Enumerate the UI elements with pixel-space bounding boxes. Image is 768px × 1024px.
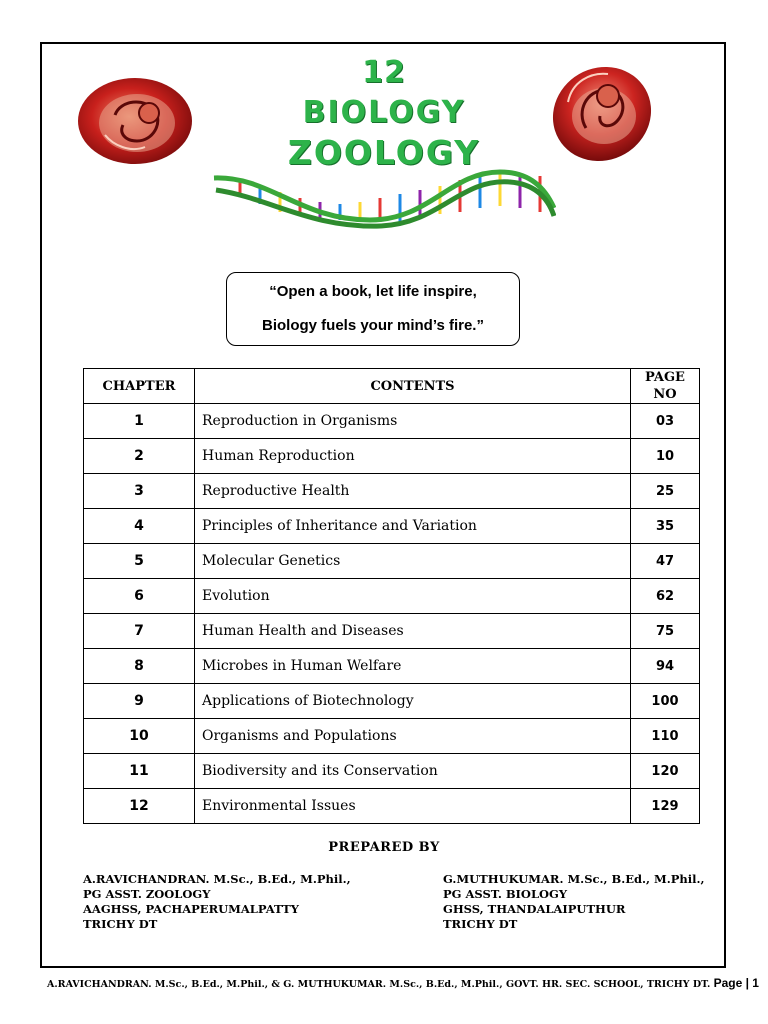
contents-table xyxy=(83,368,700,824)
page-number-cell: 03 xyxy=(631,404,700,439)
chapter-title: Organisms and Populations xyxy=(195,719,631,754)
chapter-number: 11 xyxy=(84,754,195,789)
chapter-number: 6 xyxy=(84,579,195,614)
table-row xyxy=(84,719,700,754)
table-row xyxy=(84,684,700,719)
table-row xyxy=(84,544,700,579)
author-school: AAGHSS, PACHAPERUMALPATTY xyxy=(83,902,299,916)
page-number-cell: 35 xyxy=(631,509,700,544)
dna-helix-image xyxy=(210,168,556,230)
page-footer xyxy=(47,976,759,990)
chapter-number: 5 xyxy=(84,544,195,579)
chapter-number: 1 xyxy=(84,404,195,439)
prepared-by-heading: PREPARED BY xyxy=(328,840,440,855)
author-post: PG ASST. ZOOLOGY xyxy=(83,887,211,901)
chapter-title: Biodiversity and its Conservation xyxy=(195,754,631,789)
page-number-cell: 129 xyxy=(631,789,700,824)
quote-line-1: “Open a book, let life inspire, xyxy=(269,283,477,300)
chapter-title: Human Health and Diseases xyxy=(195,614,631,649)
chapter-number: 9 xyxy=(84,684,195,719)
page-number-cell: 110 xyxy=(631,719,700,754)
header-contents: CONTENTS xyxy=(195,369,631,404)
chapter-title: Human Reproduction xyxy=(195,439,631,474)
chapter-title: Reproduction in Organisms xyxy=(195,404,631,439)
page-number-cell: 94 xyxy=(631,649,700,684)
page-number-cell: 47 xyxy=(631,544,700,579)
table-row xyxy=(84,404,700,439)
author-district: TRICHY DT xyxy=(83,917,158,931)
author-left xyxy=(83,872,351,932)
quote-box xyxy=(226,272,520,346)
author-name: G.MUTHUKUMAR. M.Sc., B.Ed., M.Phil., xyxy=(443,872,705,886)
subject-title: BIOLOGY xyxy=(302,95,466,130)
footer-text: A.RAVICHANDRAN. M.Sc., B.Ed., M.Phil., & G. MUTHUKUMAR. M.Sc., B.Ed., M.Phil., GOVT. HR. SEC. SCHOOL, TRICHY DT. xyxy=(47,979,711,990)
chapter-title: Environmental Issues xyxy=(195,789,631,824)
author-name: A.RAVICHANDRAN. M.Sc., B.Ed., M.Phil., xyxy=(83,872,351,886)
page-number-cell: 10 xyxy=(631,439,700,474)
table-row xyxy=(84,649,700,684)
table-header-row xyxy=(84,369,700,404)
page-number-cell: 62 xyxy=(631,579,700,614)
quote-line-2: Biology fuels your mind’s fire.” xyxy=(262,317,484,334)
table-row xyxy=(84,614,700,649)
chapter-number: 3 xyxy=(84,474,195,509)
page-number: Page | 1 xyxy=(713,976,759,990)
chapter-number: 10 xyxy=(84,719,195,754)
chapter-title: Molecular Genetics xyxy=(195,544,631,579)
chapter-title: Microbes in Human Welfare xyxy=(195,649,631,684)
chapter-title: Reproductive Health xyxy=(195,474,631,509)
chapter-number: 12 xyxy=(84,789,195,824)
chapter-number: 8 xyxy=(84,649,195,684)
author-district: TRICHY DT xyxy=(443,917,518,931)
branch-title: ZOOLOGY xyxy=(287,133,481,172)
table-row xyxy=(84,474,700,509)
table-row xyxy=(84,754,700,789)
author-post: PG ASST. BIOLOGY xyxy=(443,887,568,901)
table-row xyxy=(84,789,700,824)
table-row xyxy=(84,579,700,614)
chapter-number: 4 xyxy=(84,509,195,544)
header-page-no: PAGE NO xyxy=(631,369,700,404)
page-number-cell: 120 xyxy=(631,754,700,789)
chapter-title: Evolution xyxy=(195,579,631,614)
chapter-number: 7 xyxy=(84,614,195,649)
page-number-cell: 25 xyxy=(631,474,700,509)
grade-title: 12 xyxy=(362,55,406,90)
author-school: GHSS, THANDALAIPUTHUR xyxy=(443,902,626,916)
author-right xyxy=(443,872,705,932)
table-row xyxy=(84,509,700,544)
page-number-cell: 75 xyxy=(631,614,700,649)
chapter-title: Applications of Biotechnology xyxy=(195,684,631,719)
chapter-number: 2 xyxy=(84,439,195,474)
chapter-title: Principles of Inheritance and Variation xyxy=(195,509,631,544)
table-row xyxy=(84,439,700,474)
header-chapter: CHAPTER xyxy=(84,369,195,404)
page-number-cell: 100 xyxy=(631,684,700,719)
